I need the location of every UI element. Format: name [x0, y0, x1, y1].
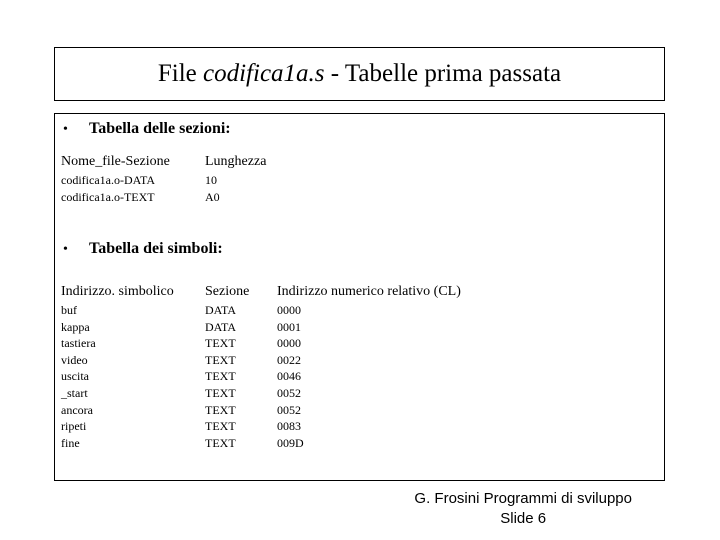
symbol-name: video [61, 352, 88, 367]
footer-author-course: G. Frosini Programmi di sviluppo [414, 490, 632, 507]
symbol-section: DATA [205, 303, 237, 317]
symbol-address: 0052 [277, 385, 301, 400]
sections-row-name: codifica1a.o-DATA [61, 173, 156, 187]
sections-row-name: codifica1a.o-TEXT [61, 190, 155, 204]
symbol-name: _start [61, 385, 88, 400]
symbol-section: TEXT [205, 419, 236, 434]
title-filename: codifica1a.s [203, 60, 325, 87]
symbol-section: TEXT [205, 402, 236, 417]
symbol-name: uscita [61, 369, 89, 384]
symbols-name-column [61, 302, 96, 451]
bullet-icon: • [63, 122, 68, 137]
symbol-name: kappa [61, 319, 90, 334]
symbol-name: ancora [61, 402, 93, 417]
symbol-section: DATA [205, 319, 237, 334]
symbols-address-column [277, 302, 304, 451]
symbol-address: 0083 [277, 419, 301, 434]
symbol-address: 0001 [277, 319, 301, 334]
symbol-section: TEXT [205, 435, 236, 450]
symbols-heading-row [61, 240, 223, 258]
slide-footer [414, 489, 632, 529]
symbol-name: tastiera [61, 336, 96, 351]
symbol-address: 0000 [277, 303, 301, 317]
symbols-heading: Tabella dei simboli: [89, 240, 223, 257]
symbol-section: TEXT [205, 336, 236, 351]
bullet-icon: • [63, 242, 68, 257]
symbol-name: fine [61, 435, 80, 450]
symbol-section: TEXT [205, 352, 236, 367]
symbols-section-column [205, 302, 236, 451]
symbols-header-section: Sezione [205, 284, 250, 299]
symbol-section: TEXT [205, 369, 236, 384]
sections-row-length: 10 [205, 173, 217, 187]
slide-title [54, 47, 665, 101]
sections-header-name: Nome_file-Sezione [61, 154, 170, 169]
title-prefix: File [157, 60, 204, 87]
symbol-address: 0000 [277, 336, 301, 351]
symbol-name: buf [61, 303, 77, 317]
symbol-address: 0052 [277, 402, 301, 417]
sections-row-length: A0 [205, 190, 220, 204]
sections-header-length: Lunghezza [205, 154, 267, 169]
symbol-address: 0046 [277, 369, 301, 384]
slide-content [54, 113, 665, 481]
sections-heading-row [61, 120, 231, 138]
symbols-header-address: Indirizzo numerico relativo (CL) [277, 284, 461, 299]
symbols-header-name: Indirizzo. simbolico [61, 284, 174, 299]
footer-slide-number: Slide 6 [500, 510, 547, 527]
symbol-address: 0022 [277, 352, 301, 367]
sections-heading: Tabella delle sezioni: [89, 120, 231, 137]
symbol-section: TEXT [205, 385, 236, 400]
symbol-name: ripeti [61, 419, 87, 434]
title-suffix: - Tabelle prima passata [324, 60, 562, 87]
symbol-address: 009D [277, 435, 304, 450]
